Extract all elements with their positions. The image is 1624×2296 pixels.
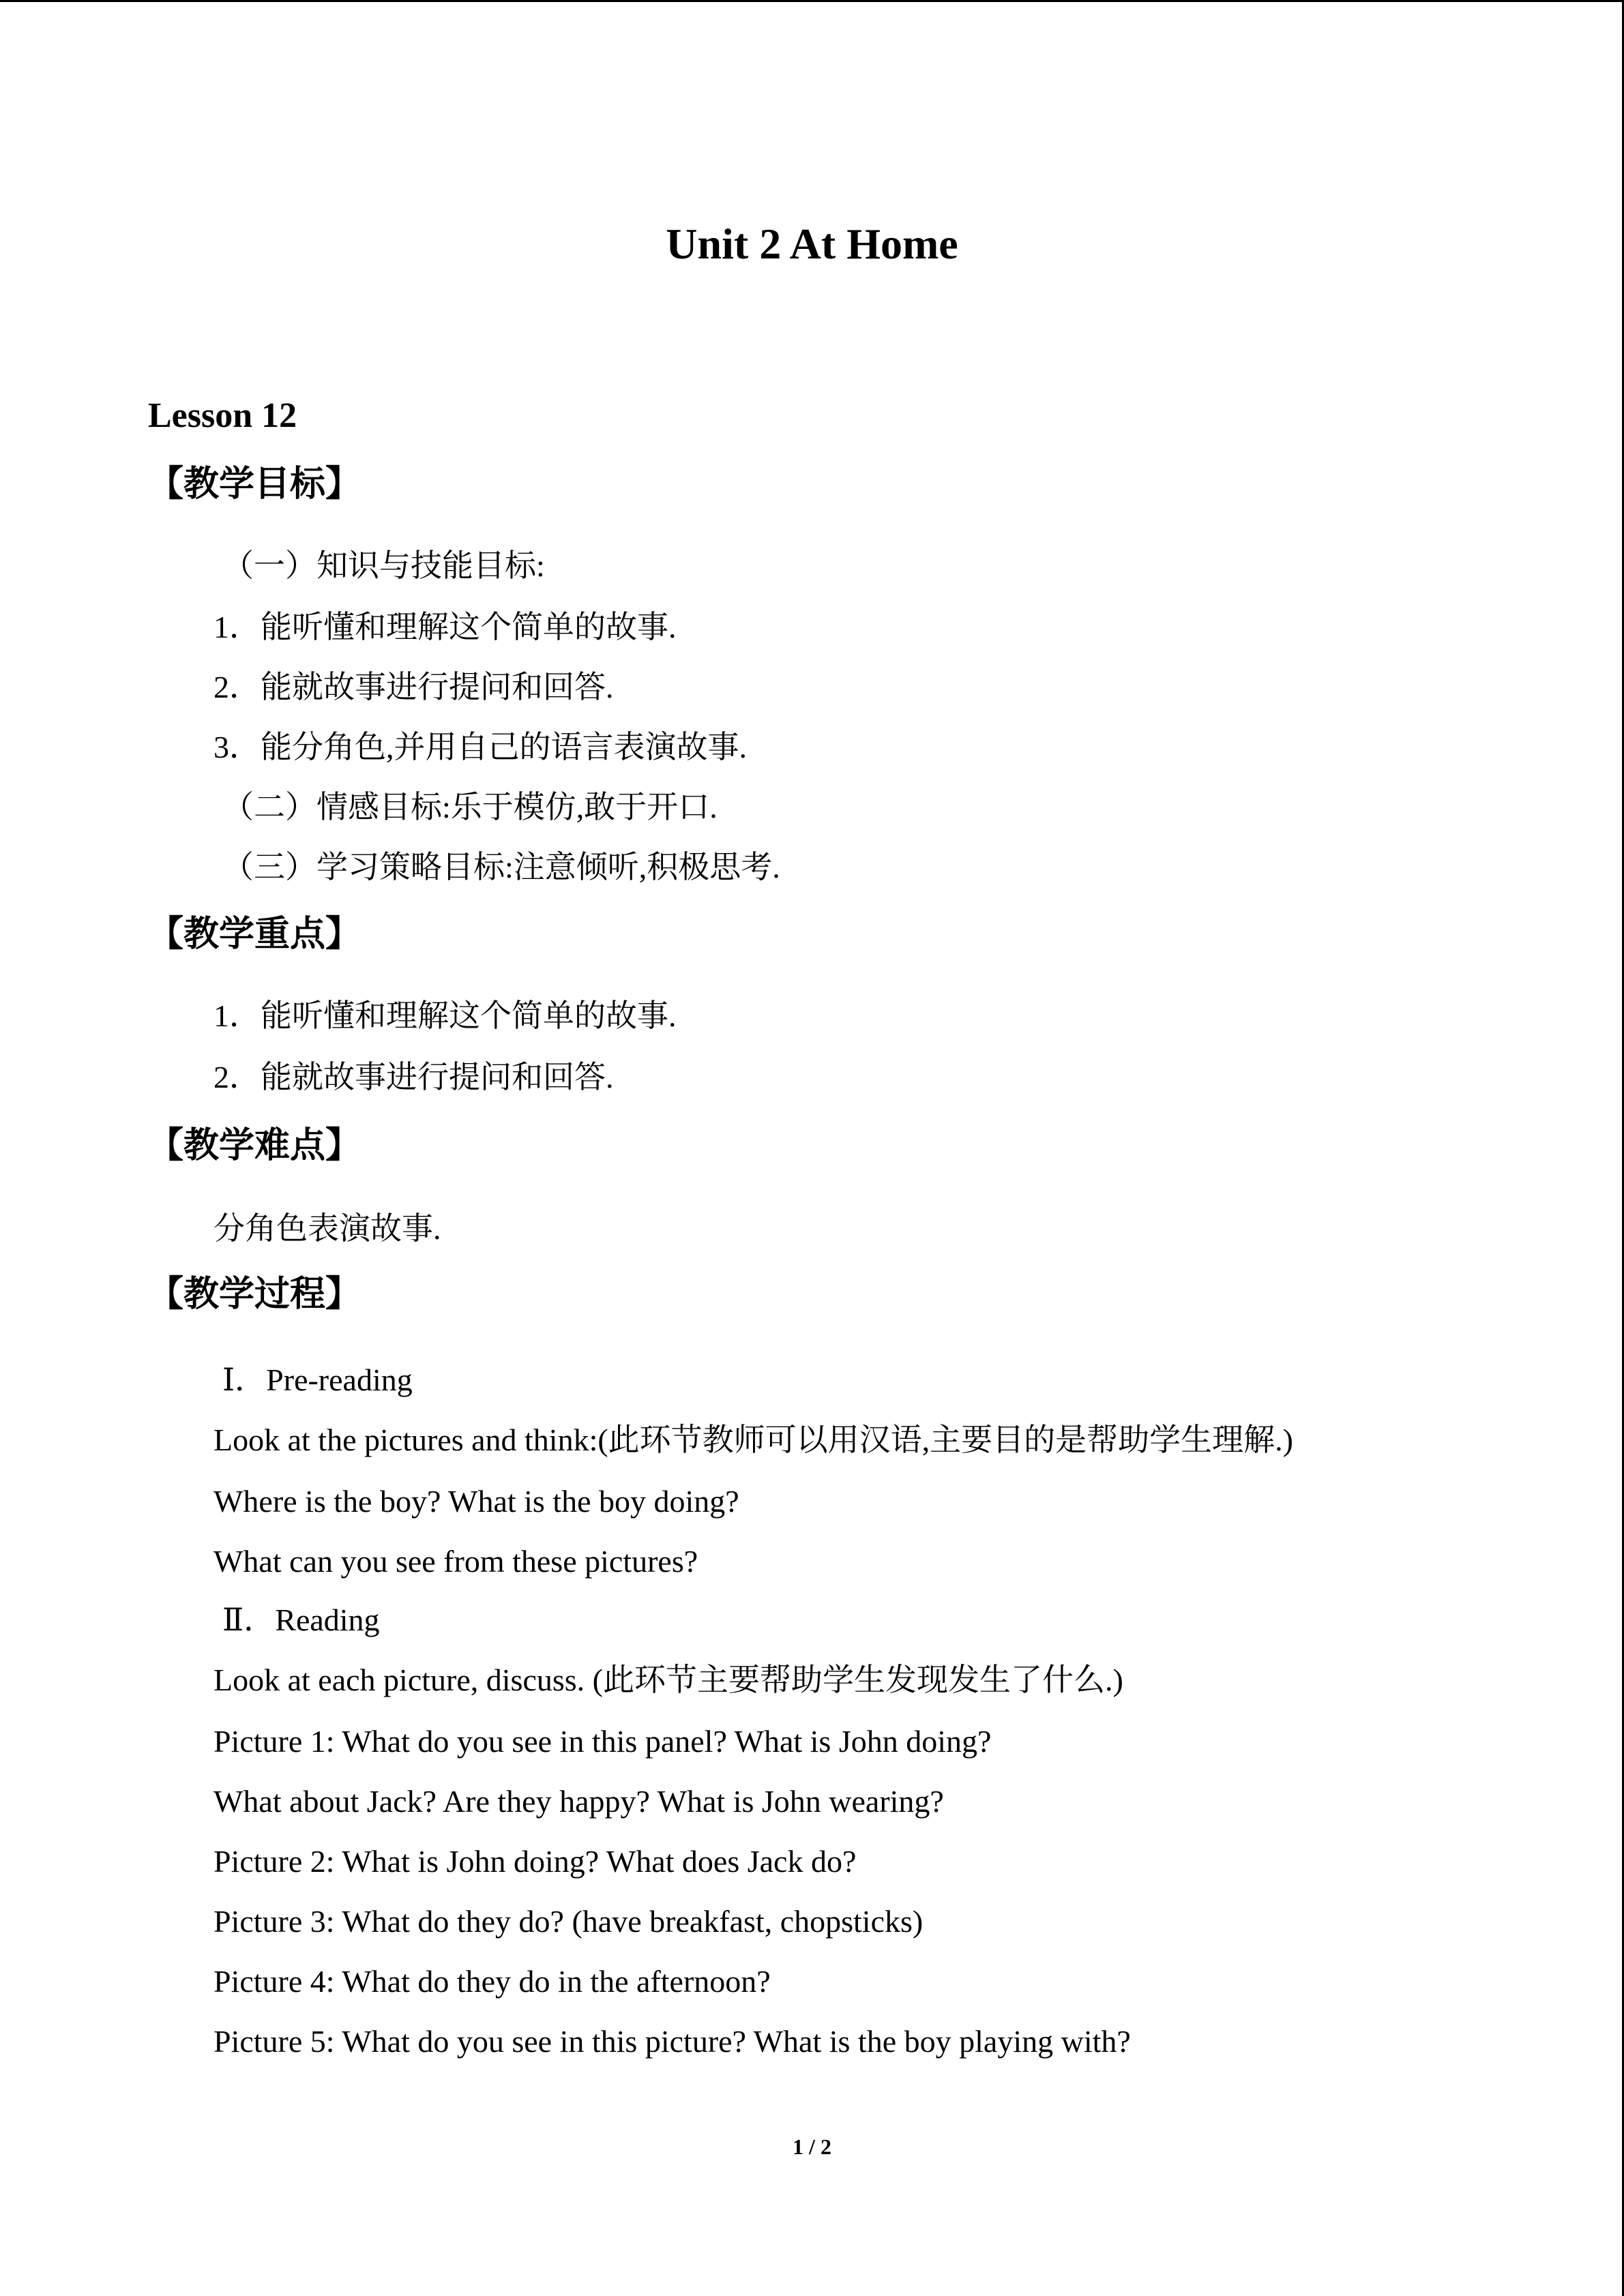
top-border [0,0,1624,2]
process-line: Look at each picture, discuss. (此环节主要帮助学生发现发生了什么.) [213,1663,1123,1697]
goal-line: （三）学习策略目标:注意倾听,积极思考. [222,850,780,884]
goal-line: （二）情感目标:乐于模仿,敢于开口. [222,790,718,824]
goal-line: 1．能听懂和理解这个简单的故事. [213,610,677,644]
key-point-line: 2．能就故事进行提问和回答. [213,1060,614,1094]
process-line: Picture 5: What do you see in this picture? What is the boy playing with? [213,2024,1131,2059]
document-title: Unit 2 At Home [666,220,958,268]
process-line: Ⅰ．Pre-reading [222,1362,413,1397]
goal-line: 2．能就故事进行提问和回答. [213,670,614,704]
process-line: Picture 4: What do they do in the afternoon? [213,1964,771,1999]
process-line: What about Jack? Are they happy? What is John wearing? [213,1784,944,1819]
goal-line: （一）知识与技能目标: [222,548,545,583]
process-line: What can you see from these pictures? [213,1544,698,1579]
process-line: Picture 3: What do they do? (have breakfast, chopsticks) [213,1904,924,1939]
process-heading: 【教学过程】 [148,1274,361,1315]
process-line: Where is the boy? What is the boy doing? [213,1484,739,1519]
process-line: Ⅱ．Reading [222,1602,380,1637]
key-point-line: 1．能听懂和理解这个简单的故事. [213,998,677,1033]
difficulty-line: 分角色表演故事. [213,1211,441,1246]
page-number: 1 / 2 [793,2134,831,2159]
key-points-heading: 【教学重点】 [148,914,361,955]
goals-heading: 【教学目标】 [148,464,361,505]
process-line: Picture 2: What is John doing? What does Jack do? [213,1844,857,1879]
lesson-heading: Lesson 12 [148,396,297,435]
difficulties-heading: 【教学难点】 [148,1125,361,1166]
goal-line: 3．能分角色,并用自己的语言表演故事. [213,730,747,764]
process-line: Look at the pictures and think:(此环节教师可以用汉语,主要目的是帮助学生理解.) [213,1422,1294,1457]
process-line: Picture 1: What do you see in this panel? What is John doing? [213,1724,992,1759]
